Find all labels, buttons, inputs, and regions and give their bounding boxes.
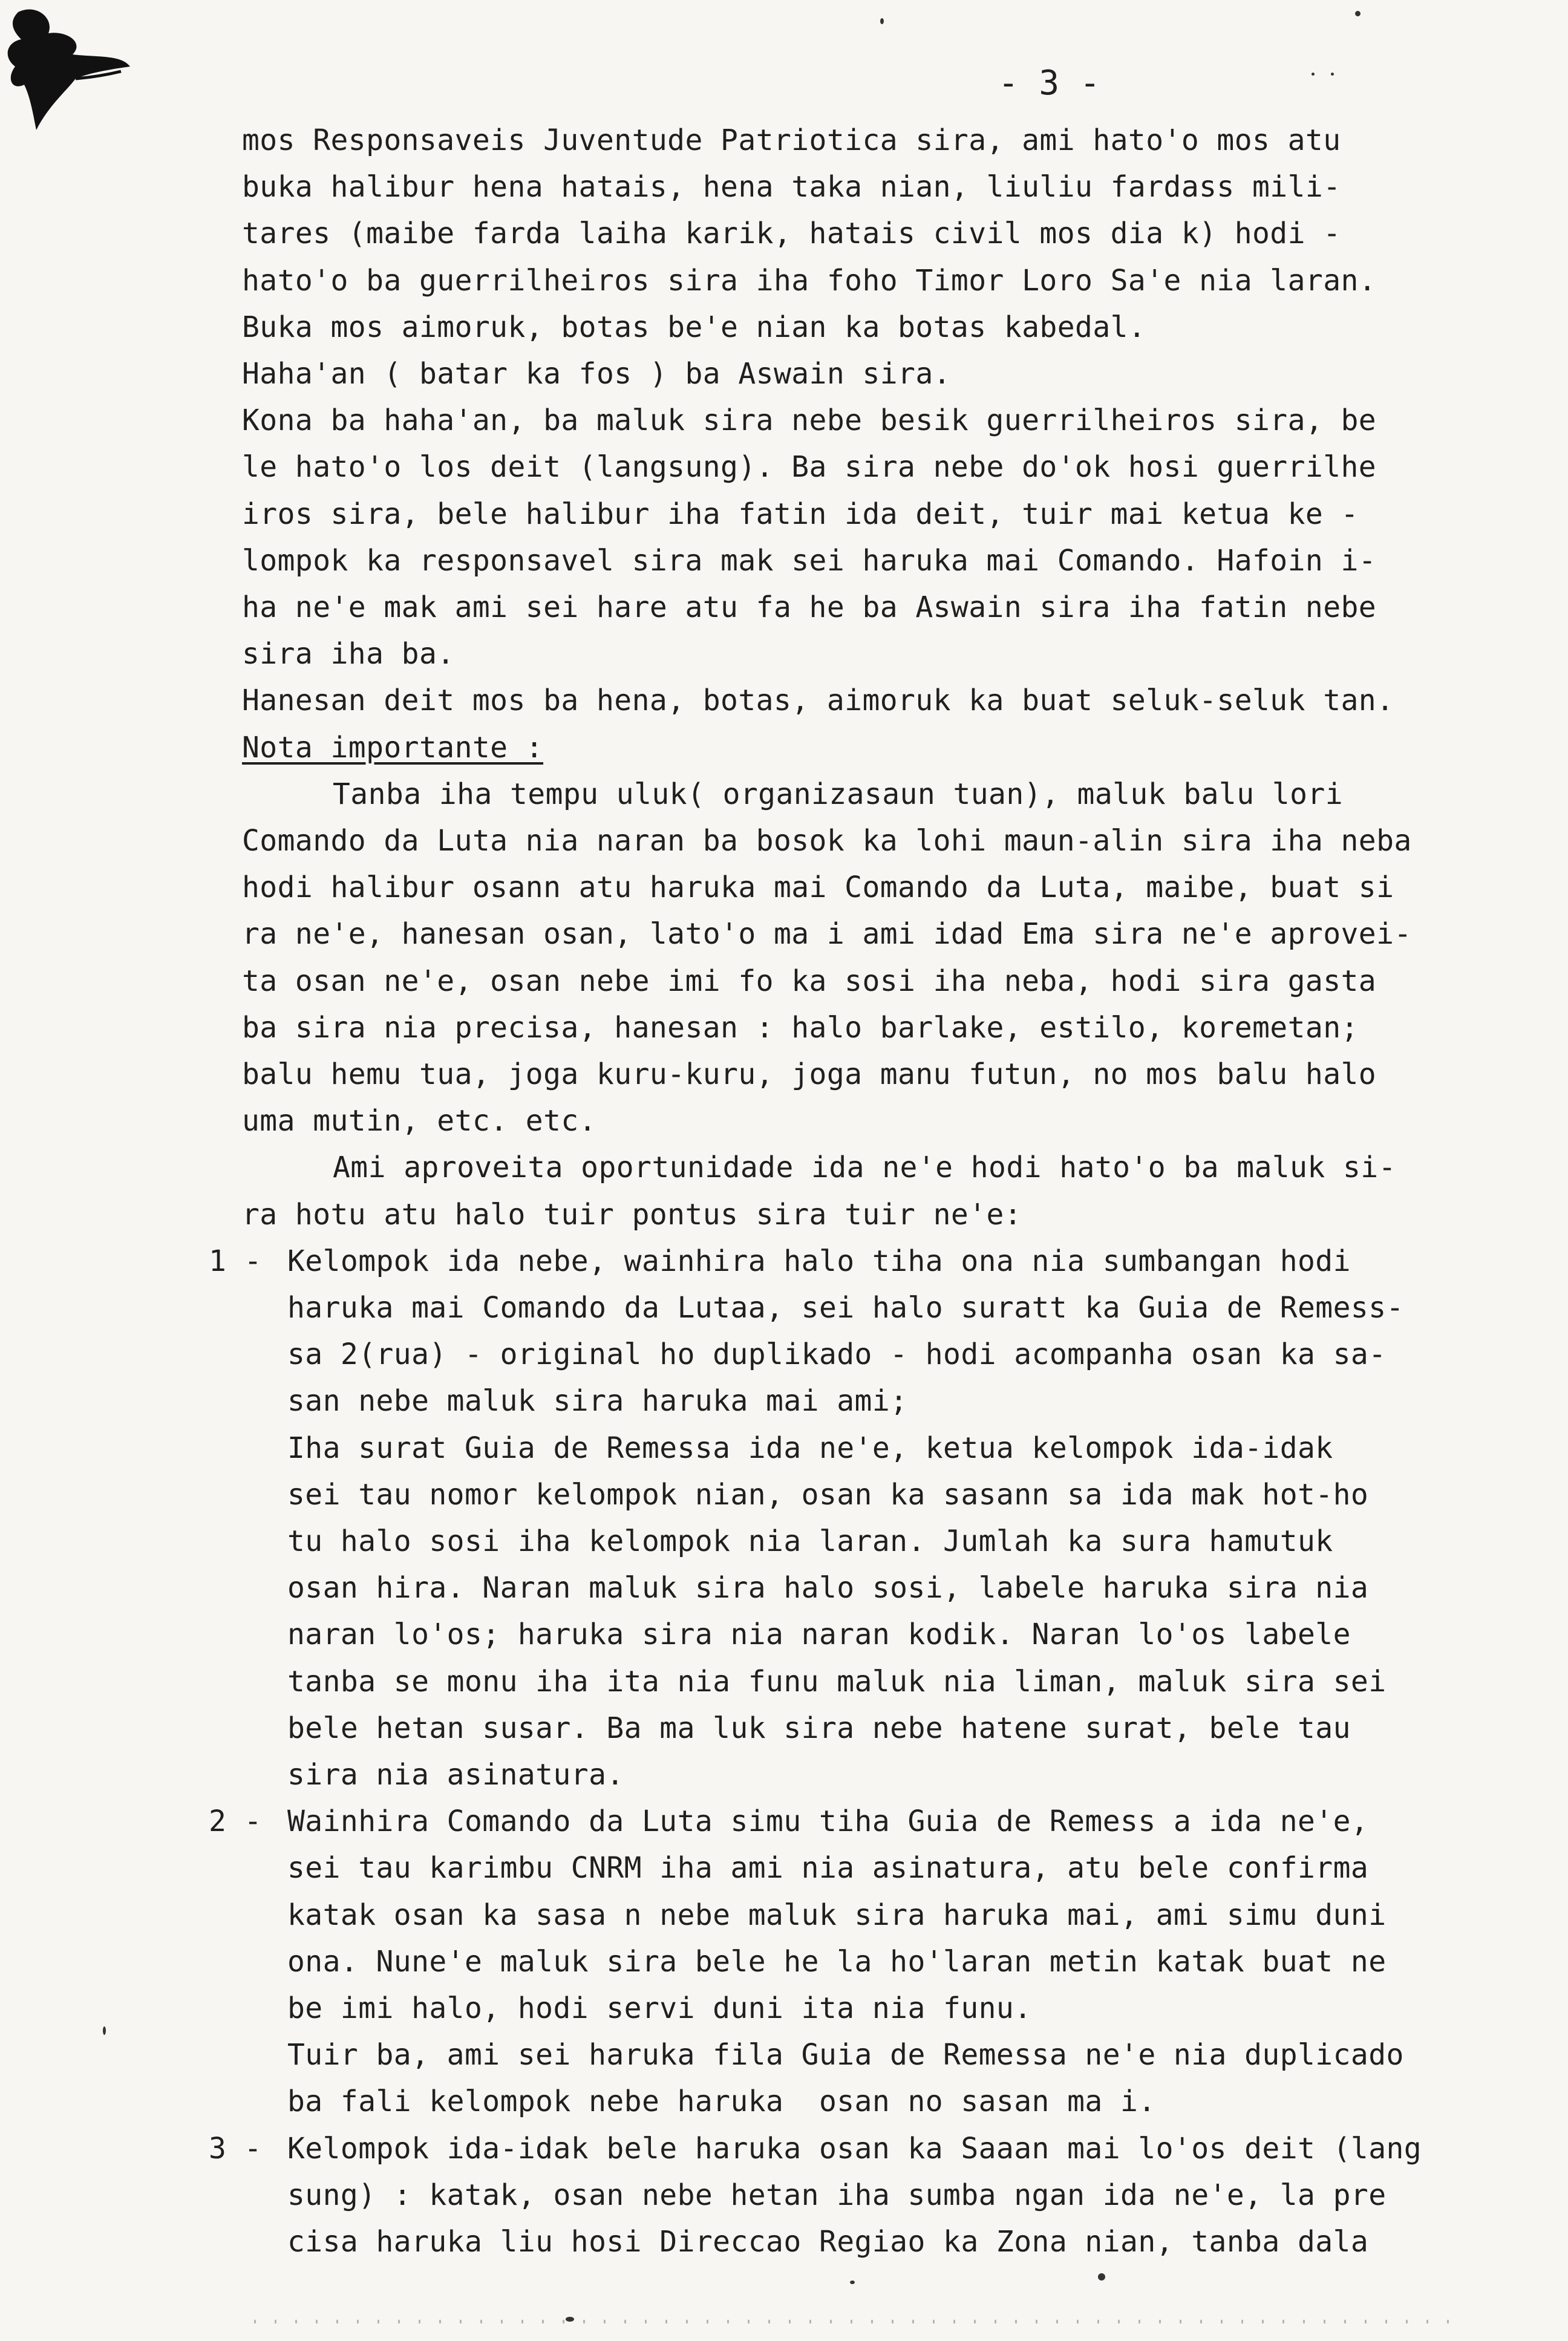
page-number: - 3 - [998,64,1100,103]
ink-speck [1331,73,1334,76]
text-line: ra hotu atu halo tuir pontus sira tuir ne'e: [242,1197,1022,1232]
ink-speck [880,18,884,24]
list-item-line: be imi halo, hodi servi duni ita nia funu. [287,1991,1032,2025]
text-line: hodi halibur osann atu haruka mai Comando da Luta, maibe, buat si [242,870,1394,905]
text-line: Haha'an ( batar ka fos ) ba Aswain sira. [242,357,951,391]
list-item-line: Kelompok ida nebe, wainhira halo tiha ona nia sumbangan hodi [287,1244,1351,1278]
text-line: mos Responsaveis Juventude Patriotica sira, ami hato'o mos atu [242,123,1341,157]
list-item-line: Iha surat Guia de Remessa ida ne'e, ketua kelompok ida-idak [287,1431,1333,1465]
list-item-line: sa 2(rua) - original ho duplikado - hodi acompanha osan ka sa- [287,1337,1387,1372]
list-item-line: cisa haruka liu hosi Direccao Regiao ka Zona nian, tanba dala [287,2225,1369,2259]
list-item-line: san nebe maluk sira haruka mai ami; [287,1384,908,1419]
list-item-line: Tuir ba, ami sei haruka fila Guia de Remessa ne'e nia duplicado [287,2038,1404,2072]
list-item-line: bele hetan susar. Ba ma luk sira nebe hatene surat, bele tau [287,1711,1351,1745]
ink-blot-mark [0,0,139,139]
text-line: ta osan ne'e, osan nebe imi fo ka sosi iha neba, hodi sira gasta [242,964,1377,998]
list-item-line: tu halo sosi iha kelompok nia laran. Jumlah ka sura hamutuk [287,1524,1333,1558]
text-line: Tanba iha tempu uluk( organizasaun tuan), maluk balu lori [333,777,1344,811]
text-line: le hato'o los deit (langsung). Ba sira nebe do'ok hosi guerrilhe [242,450,1377,485]
text-line: Comando da Luta nia naran ba bosok ka lohi maun-alin sira iha neba [242,824,1412,858]
ink-speck [1355,11,1361,16]
list-item-line: osan hira. Naran maluk sira halo sosi, labele haruka sira nia [287,1571,1369,1605]
list-item-line: sung) : katak, osan nebe hetan iha sumba ngan ida ne'e, la pre [287,2178,1387,2212]
bottom-scan-noise [254,2320,1464,2323]
text-line: tares (maibe farda laiha karik, hatais civil mos dia k) hodi - [242,217,1341,251]
text-line: uma mutin, etc. etc. [242,1104,596,1138]
text-line: Kona ba haha'an, ba maluk sira nebe besik guerrilheiros sira, be [242,403,1377,438]
ink-speck [1098,2273,1105,2281]
ink-speck [1312,73,1315,76]
list-item-number: 3 - [209,2131,262,2166]
list-item-line: sei tau karimbu CNRM iha ami nia asinatura, atu bele confirma [287,1851,1369,1886]
text-line: ra ne'e, hanesan osan, lato'o ma i ami idad Ema sira ne'e aprovei- [242,917,1412,952]
list-item-line: ona. Nune'e maluk sira bele he la ho'laran metin katak buat ne [287,1944,1387,1979]
text-line: Hanesan deit mos ba hena, botas, aimoruk ka buat seluk-seluk tan. [242,684,1394,718]
section-heading: Nota importante : [242,730,544,765]
list-item-line: haruka mai Comando da Lutaa, sei halo suratt ka Guia de Remess- [287,1291,1404,1325]
ink-speck [103,2026,106,2035]
list-item-line: katak osan ka sasa n nebe maluk sira haruka mai, ami simu duni [287,1898,1387,1932]
list-item-line: sira nia asinatura. [287,1758,624,1792]
text-line: lompok ka responsavel sira mak sei haruka mai Comando. Hafoin i- [242,543,1377,578]
ink-speck [850,2281,855,2284]
list-item-line: ba fali kelompok nebe haruka osan no sasan ma i. [287,2085,1156,2119]
list-item-line: Kelompok ida-idak bele haruka osan ka Saaan mai lo'os deit (lang [287,2131,1422,2166]
text-line: sira iha ba. [242,637,455,671]
text-line: balu hemu tua, joga kuru-kuru, joga manu futun, no mos balu halo [242,1057,1377,1091]
list-item-line: tanba se monu iha ita nia funu maluk nia liman, maluk sira sei [287,1664,1387,1699]
text-line: Ami aproveita oportunidade ida ne'e hodi hato'o ba maluk si- [333,1151,1396,1185]
list-item-line: sei tau nomor kelompok nian, osan ka sasann sa ida mak hot-ho [287,1477,1369,1512]
text-line: buka halibur hena hatais, hena taka nian, liuliu fardass mili- [242,170,1341,204]
list-item-line: naran lo'os; haruka sira nia naran kodik. Naran lo'os labele [287,1618,1351,1652]
text-line: iros sira, bele halibur iha fatin ida deit, tuir mai ketua ke - [242,497,1359,531]
text-line: Buka mos aimoruk, botas be'e nian ka botas kabedal. [242,310,1146,344]
text-line: hato'o ba guerrilheiros sira iha foho Timor Loro Sa'e nia laran. [242,263,1377,298]
text-line: ba sira nia precisa, hanesan : halo barlake, estilo, koremetan; [242,1010,1359,1045]
text-line: ha ne'e mak ami sei hare atu fa he ba Aswain sira iha fatin nebe [242,590,1377,624]
list-item-number: 2 - [209,1804,262,1839]
list-item-number: 1 - [209,1244,262,1278]
list-item-line: Wainhira Comando da Luta simu tiha Guia de Remess a ida ne'e, [287,1804,1369,1839]
